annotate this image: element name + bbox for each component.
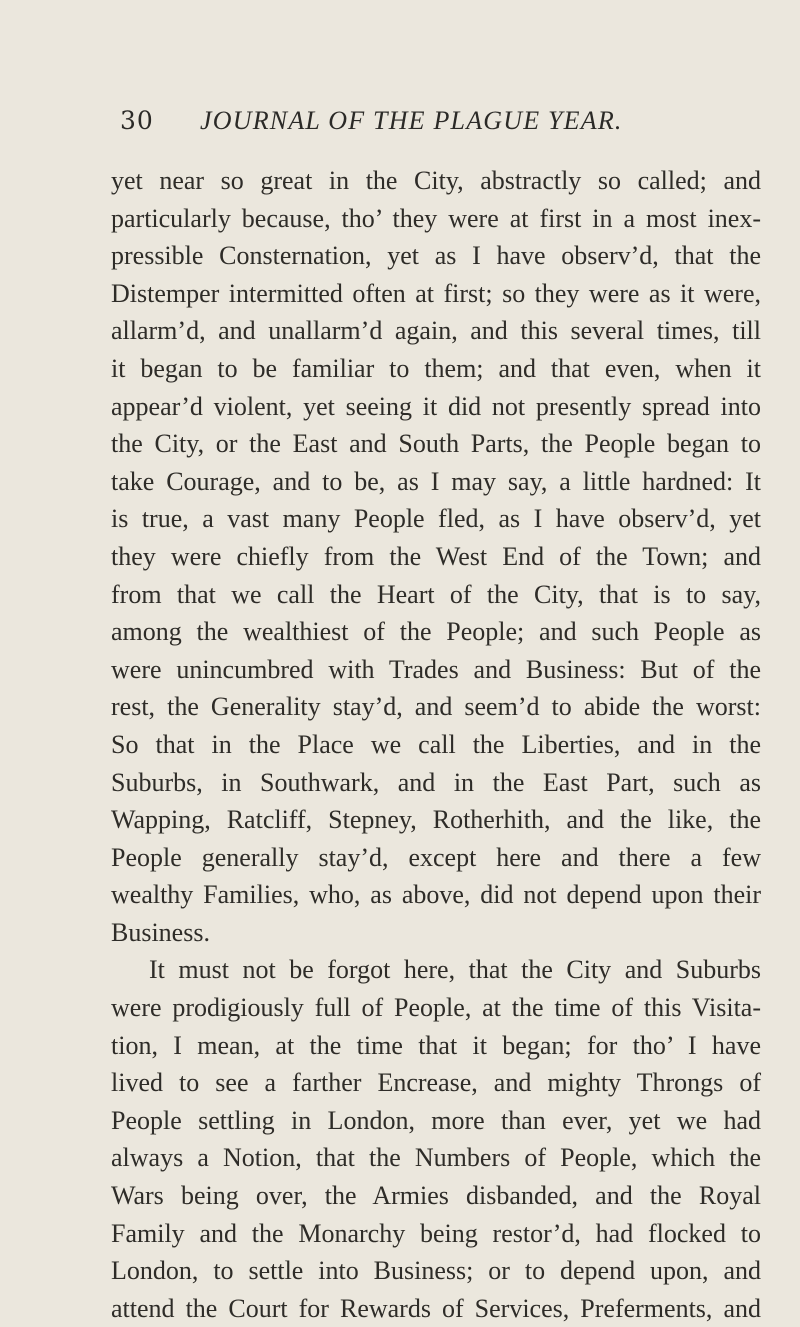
text-line: were unincumbred with Trades and Business: But of the: [111, 654, 761, 684]
text-line: People generally stay’d, except here and there a few: [111, 842, 761, 872]
body-text: [111, 162, 761, 1327]
text-line: is true, a vast many People fled, as I have observ’d, yet: [111, 504, 761, 534]
text-line: Distemper intermitted often at first; so they were as it were,: [111, 278, 761, 308]
text-line: allarm’d, and unallarm’d again, and this several times, till: [111, 316, 761, 346]
text-line: from that we call the Heart of the City, that is to say,: [111, 579, 761, 609]
text-line: Business.: [111, 917, 210, 947]
text-line: attend the Court for Rewards of Services, Preferments, and: [111, 1293, 761, 1323]
page-number: 30: [120, 106, 154, 135]
running-head: [120, 106, 800, 146]
paragraph-first-line: It must not be forgot here, that the City and Suburbs: [149, 955, 761, 985]
text-line: People settling in London, more than ever, yet we had: [111, 1105, 761, 1135]
text-line: always a Notion, that the Numbers of People, which the: [111, 1143, 761, 1173]
text-line: particularly because, tho’ they were at first in a most inex-: [111, 203, 761, 233]
text-line: Suburbs, in Southwark, and in the East Part, such as: [111, 767, 761, 797]
text-line: tion, I mean, at the time that it began; for tho’ I have: [111, 1030, 761, 1060]
text-line: they were chiefly from the West End of the Town; and: [111, 541, 761, 571]
text-line: Wars being over, the Armies disbanded, and the Royal: [111, 1181, 761, 1211]
text-line: appear’d violent, yet seeing it did not presently spread into: [111, 391, 761, 421]
text-line: it began to be familiar to them; and that even, when it: [111, 353, 761, 383]
text-line: Wapping, Ratcliff, Stepney, Rotherhith, and the like, the: [111, 805, 761, 835]
text-line: rest, the Generality stay’d, and seem’d to abide the worst:: [111, 692, 761, 722]
text-line: wealthy Families, who, as above, did not depend upon their: [111, 880, 761, 910]
running-title: JOURNAL OF THE PLAGUE YEAR.: [200, 106, 623, 135]
text-line: Family and the Monarchy being restor’d, had flocked to: [111, 1218, 761, 1248]
text-line: the City, or the East and South Parts, the People began to: [111, 429, 761, 459]
text-line: pressible Consternation, yet as I have observ’d, that the: [111, 241, 761, 271]
text-line: yet near so great in the City, abstractly so called; and: [111, 166, 761, 195]
text-line: So that in the Place we call the Liberties, and in the: [111, 729, 761, 759]
text-line: London, to settle into Business; or to depend upon, and: [111, 1256, 761, 1286]
text-line: take Courage, and to be, as I may say, a little hardned: It: [111, 466, 761, 496]
text-line: were prodigiously full of People, at the time of this Visita-: [111, 993, 761, 1023]
text-line: lived to see a farther Encrease, and mighty Throngs of: [111, 1068, 761, 1098]
text-line: among the wealthiest of the People; and such People as: [111, 617, 761, 647]
